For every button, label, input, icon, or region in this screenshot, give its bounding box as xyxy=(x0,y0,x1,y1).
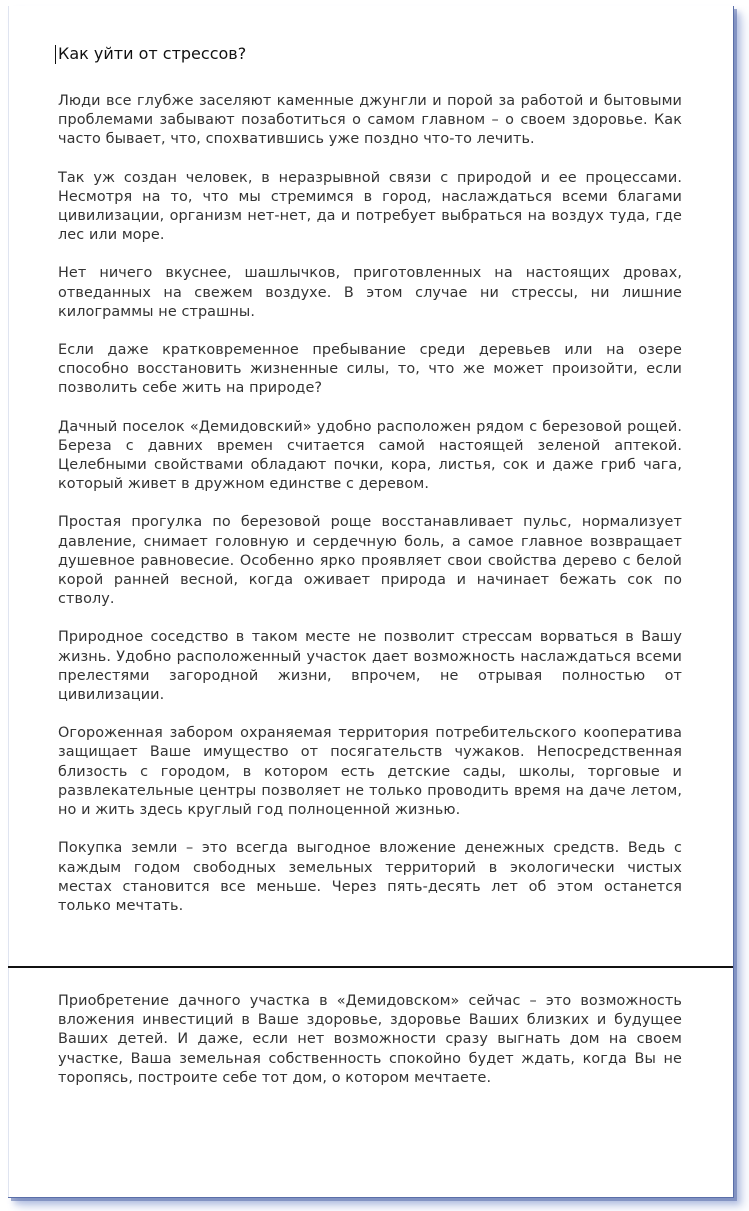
document-title xyxy=(58,44,682,64)
paragraph-5: Дачный поселок «Демидовский» удобно расположен рядом с березовой рощей. Береза с давних времен считается самой настоящей зеленой аптекой. Целебными свойствами обладают почки, кора, листья, сок и даже гриб чага, который живет в дружном единстве с деревом. xyxy=(58,418,682,493)
paragraph-1: Люди все глубже заселяют каменные джунгли и порой за работой и бытовыми проблемами забывают позаботиться о самом главном – о своем здоровье. Как часто бывает, что, спохватившись уже поздно что-то лечить. xyxy=(58,93,682,148)
document-title-text: Как уйти от стрессов? xyxy=(58,44,247,63)
document-body-continued[interactable] xyxy=(58,992,682,1107)
page-left-edge xyxy=(8,6,9,1197)
paragraph-2: Так уж создан человек, в неразрывной связи с природой и ее процессами. Несмотря на то, что мы стремимся в город, наслаждаться всеми благами цивилизации, организм нет-нет, да и потребует выбраться на воздух туда, где лес или море. xyxy=(58,169,682,244)
document-body[interactable] xyxy=(58,44,682,935)
page-break-line xyxy=(8,966,733,968)
paragraph-10: Приобретение дачного участка в «Демидовском» сейчас – это возможность вложения инвестиций в Ваше здоровье, здоровье Ваших близких и будущее Ваших детей. И даже, если нет возможности сразу выгнать дом на своем участке, Ваша земельная собственность спокойно будет ждать, когда Вы не торопясь, построите себе тот дом, о котором мечтаете. xyxy=(58,993,682,1086)
paragraph-8: Огороженная забором охраняемая территория потребительского кооператива защищает Ваше имущество от посягательств чужаков. Непосредственная близость с городом, в котором есть детские сады, школы, торговые и развлекательные центры позволяет не только проводить время на даче летом, но и жить здесь круглый год полноценной жизнью. xyxy=(58,725,682,819)
paragraph-4: Если даже кратковременное пребывание среди деревьев или на озере способно восстановить жизненные силы, то, что же может произойти, если позволить себе жить на природе? xyxy=(58,342,682,397)
paragraph-6: Простая прогулка по березовой роще восстанавливает пульс, нормализует давление, снимает головную и сердечную боль, а самое главное возвращает душевное равновесие. Особенно ярко проявляет свои свойства дерево с белой корой ранней весной, когда оживает природа и начинает бежать сок по стволу. xyxy=(58,514,682,608)
document-page xyxy=(8,6,734,1198)
paragraph-9: Покупка земли – это всегда выгодное вложение денежных средств. Ведь с каждым годом свободных земельных территорий в экологически чистых местах становится все меньше. Через пять-десять лет об этом останется только мечтать. xyxy=(58,840,682,914)
text-cursor xyxy=(55,45,56,64)
paragraph-3: Нет ничего вкуснее, шашлычков, приготовленных на настоящих дровах, отведанных на свежем воздухе. В этом случае ни стрессы, ни лишние килограммы не страшны. xyxy=(58,265,682,320)
paragraph-7: Природное соседство в таком месте не позволит стрессам ворваться в Вашу жизнь. Удобно расположенный участок дает возможность наслаждаться всеми прелестями загородной жизни, впрочем, не отрывая полностью от цивилизации. xyxy=(58,629,682,704)
